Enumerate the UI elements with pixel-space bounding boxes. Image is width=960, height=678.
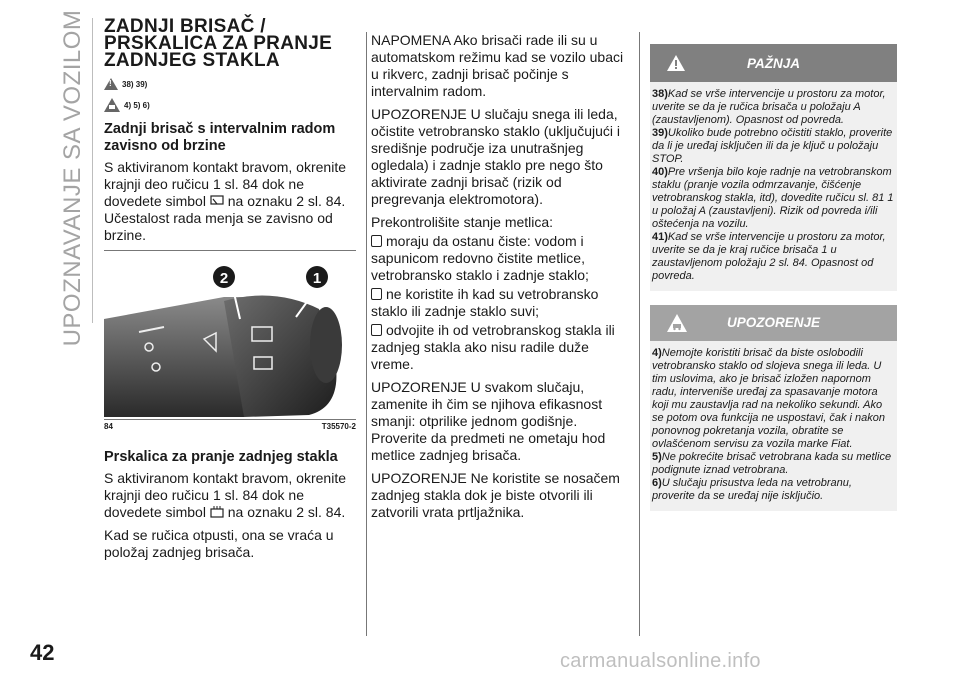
wiper-stalk-illustration (104, 257, 356, 419)
column-2 (371, 32, 629, 527)
paragraph-rear-wiper-b: na oznaku 2 sl. 84. (227, 193, 346, 209)
rear-washer-symbol-icon (210, 506, 224, 518)
caution-item: 41)Kad se vrše intervencije u prostoru za motor, uverite se da je kraj ručice brisača 1 u zaustavljenom položaju 2 sl. 84. Opasnost od povreda. (652, 231, 886, 282)
side-rule (92, 18, 93, 323)
warning-refs-1-text: 38) 39) (122, 79, 148, 89)
section-side-title-text: UPOZNAVANJE SA VOZILOM (59, 9, 86, 347)
paragraph-rear-wiper-c: Učestalost rada menja se zavisno od brzine. (104, 210, 333, 243)
column-divider-1 (366, 32, 367, 636)
check-blades-intro: Prekontrolišite stanje metlica: (371, 214, 554, 230)
warning-refs-2 (104, 97, 356, 113)
warning-refs-2-text: 4) 5) 6) (124, 100, 150, 110)
paragraph-rear-washer-a: S aktiviranom kontakt bravom, okrenite krajnji deo ručicu 1 sl. 84 dok ne dovedete simbol (104, 470, 346, 520)
checkbox-bullet-icon (371, 235, 382, 247)
note-item: 6)U slučaju prisustva leda na vetrobranu, proverite da se uređaj nije isključio. (652, 477, 852, 502)
paragraph-rear-washer (104, 470, 356, 521)
caution-title: PAŽNJA (746, 56, 800, 71)
callout-1: 1 (312, 270, 322, 287)
warning-triangle-icon (104, 78, 118, 90)
paragraph-rear-wiper (104, 159, 356, 244)
warning-replace: UPOZORENJE U svakom slučaju, zamenite ih čim se njihova efikasnost smanji: otprilike jednom godišnje. Proverite da predmeti ne ometaju hod metlice zadnjeg brisača. (371, 379, 606, 463)
figure-code: T35570-2 (321, 422, 356, 431)
note-header (650, 305, 897, 341)
checkbox-bullet-icon (371, 324, 382, 336)
note-list (650, 341, 897, 511)
note-item: 5)Ne pokrećite brisač vetrobrana kada su metlice podignute iznad vetrobrana. (652, 451, 892, 476)
watermark: carmanualsonline.info (560, 650, 761, 672)
figure-bottom-rule (104, 419, 356, 420)
checkbox-bullet-icon (371, 288, 382, 300)
bullet-item-2-text: ne koristite ih kad su vetrobransko staklo ili zadnje staklo suvi; (371, 286, 599, 319)
caution-list (650, 82, 897, 291)
warning-snow: UPOZORENJE U slučaju snega ili leda, očistite vetrobransko staklo (uključujući i središnje područje iza unutrašnjeg ogledala) i zadnje staklo pre nego što aktivirate zadnji brisač (rizik od pregrevanja elektromotora). (371, 106, 620, 207)
note-box (650, 305, 897, 511)
warning-carrier: UPOZORENJE Ne koristite se nosačem zadnjeg stakla dok je biste otvorili ili zatvorili vrata prtljažnika. (371, 470, 620, 520)
figure-84 (104, 257, 356, 419)
bullet-item-1 (371, 233, 629, 284)
bullet-item-3 (371, 322, 629, 373)
subheading-rear-washer: Prskalica za pranje zadnjeg stakla (104, 449, 338, 465)
column-divider-2 (639, 32, 640, 636)
bullet-item-3-text: odvojite ih od vetrobranskog stakla ili zadnjeg stakla ako nisu radile duže vreme. (371, 322, 615, 372)
section-heading: ZADNJI BRISAČ / PRSKALICA ZA PRANJE ZADNJEG STAKLA (104, 16, 333, 71)
figure-caption (104, 422, 356, 431)
warning-refs-1 (104, 76, 356, 92)
caution-header (650, 44, 897, 82)
paragraph-stalk-return: Kad se ručica otpusti, ona se vraća u položaj zadnjeg brisača. (104, 527, 334, 560)
note-item: 4)Nemojte koristiti brisač da biste oslobodili vetrobransko staklo od slojeva snega ili leda. U tim uslovima, ako je brisač izložen napornom radu, interveniše uređaj za spasavanje motora koji mu zaustavlja rad na nekoliko sekundi. Ako se potom ova funkcija ne uspostavi, čak i nakon ponovnog pokretanja vozila, obratite se ovlašćenom servisu za vozila marke Fiat. (652, 347, 885, 450)
section-side-title (52, 9, 94, 347)
callout-2: 2 (219, 270, 229, 287)
subheading-rear-wiper: Zadnji brisač s intervalnim radom zavisno od brzine (104, 121, 336, 154)
paragraph-rear-washer-b: na oznaku 2 sl. 84. (227, 504, 346, 520)
note-reverse: NAPOMENA Ako brisači rade ili su u automatskom režimu kad se vozilo ubaci u rikverc, zadnji brisač počinje s intervalnim radom. (371, 32, 624, 99)
caution-item: 38)Kad se vrše intervencije u prostoru za motor, uverite se da je ručica brisača u položaju A (zaustavljenom). Opasnost od povreda. (652, 88, 886, 126)
bullet-item-2 (371, 286, 629, 320)
page-number: 42 (30, 640, 55, 665)
column-1 (104, 18, 356, 567)
rear-wiper-symbol-icon (210, 195, 224, 207)
caution-item: 40)Pre vršenja bilo koje radnje na vetrobranskom staklu (pranje vozila odmrzavanje, čišćenje vetrobranskog stakla, itd), dovedite ručicu sl. 81 1 u položaj A (zaustavljeni). Rizik od povreda i/ili oštećenja na vozilu. (652, 166, 894, 230)
note-title: UPOZORENJE (726, 315, 821, 330)
bullet-item-1-text: moraju da ostanu čiste: vodom i sapunicom redovno čistite metlice, vetrobransko staklo i zadnje staklo; (371, 233, 589, 283)
figure-number: 84 (104, 422, 113, 431)
column-3 (650, 44, 897, 525)
caution-box (650, 44, 897, 291)
paragraph-rear-wiper-a: S aktiviranom kontakt bravom, okrenite krajnji deo ručicu 1 sl. 84 dok ne dovedete simbol (104, 159, 346, 209)
figure-top-rule (104, 250, 356, 251)
note-hand-icon (104, 98, 120, 112)
caution-item: 39)Ukoliko bude potrebno očistiti staklo, proverite da li je uređaj isključen ili da je ključ u položaju STOP. (652, 127, 893, 165)
